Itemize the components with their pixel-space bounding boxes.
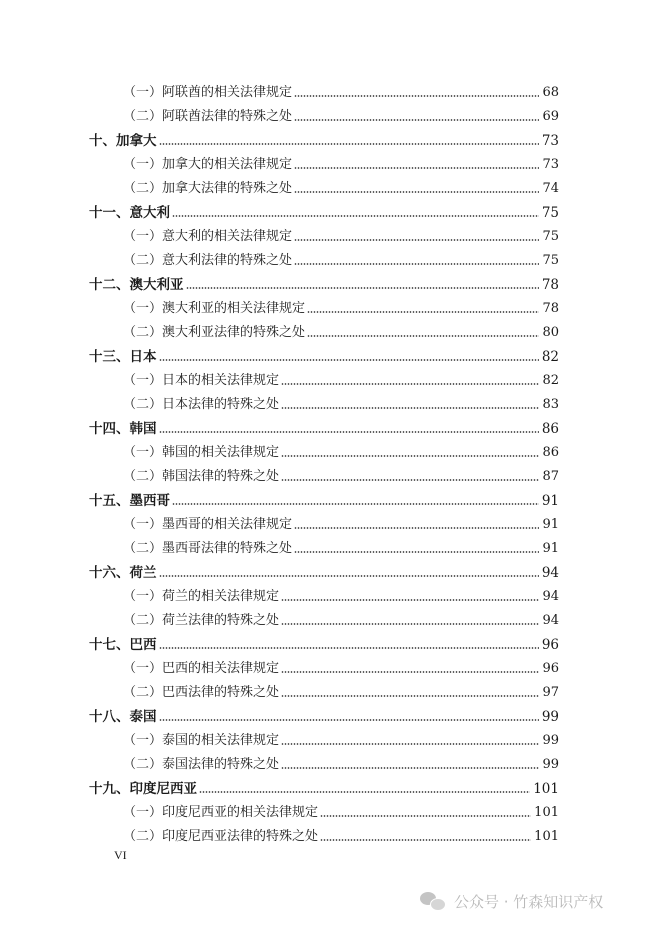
- toc-section-entry[interactable]: [89, 101, 559, 125]
- dot-leader: [281, 623, 539, 625]
- toc-entry-title: （二）印度尼西亚法律的特殊之处: [123, 829, 319, 844]
- dot-leader: [281, 671, 539, 673]
- wechat-icon: [420, 890, 448, 912]
- toc-entry-title: 十一、意大利: [89, 205, 170, 221]
- toc-entry-title: 十三、日本: [89, 349, 157, 365]
- toc-section-entry[interactable]: [89, 509, 559, 533]
- dot-leader: [281, 767, 539, 769]
- dot-leader: [281, 407, 539, 409]
- toc-section-entry[interactable]: [89, 245, 559, 269]
- toc-section-entry[interactable]: [89, 317, 559, 341]
- toc-entry-title: （二）巴西法律的特殊之处: [123, 685, 280, 700]
- toc-section-entry[interactable]: [89, 821, 559, 845]
- dot-leader: [294, 167, 539, 169]
- toc-entry-title: （一）墨西哥的相关法律规定: [123, 517, 293, 532]
- dot-leader: [186, 287, 539, 289]
- toc-chapter-entry[interactable]: [89, 125, 559, 149]
- toc-entry-title: （二）意大利法律的特殊之处: [123, 253, 293, 268]
- toc-entry-title: 十四、韩国: [89, 421, 157, 437]
- dot-leader: [281, 479, 539, 481]
- toc-entry-title: （一）意大利的相关法律规定: [123, 229, 293, 244]
- dot-leader: [159, 359, 539, 361]
- watermark: [420, 890, 603, 912]
- toc-entry-title: 十二、澳大利亚: [89, 277, 184, 293]
- toc-section-entry[interactable]: [89, 797, 559, 821]
- toc-entry-page: 78: [542, 301, 559, 316]
- toc-section-entry[interactable]: [89, 677, 559, 701]
- toc-chapter-entry[interactable]: [89, 701, 559, 725]
- toc-entry-page: 87: [542, 469, 559, 484]
- dot-leader: [307, 335, 539, 337]
- dot-leader: [281, 383, 539, 385]
- toc-entry-page: 91: [542, 517, 559, 532]
- toc-section-entry[interactable]: [89, 221, 559, 245]
- toc-entry-title: （一）阿联酋的相关法律规定: [123, 85, 293, 100]
- toc-entry-page: 94: [542, 589, 559, 604]
- dot-leader: [307, 311, 539, 313]
- toc-entry-title: （一）韩国的相关法律规定: [123, 445, 280, 460]
- toc-entry-title: 十、加拿大: [89, 133, 157, 149]
- toc-entry-page: 101: [534, 805, 559, 820]
- toc-entry-page: 101: [533, 781, 559, 797]
- toc-chapter-entry[interactable]: [89, 413, 559, 437]
- toc-section-entry[interactable]: [89, 533, 559, 557]
- toc-entry-title: （一）巴西的相关法律规定: [123, 661, 280, 676]
- toc-section-entry[interactable]: [89, 653, 559, 677]
- toc-entry-page: 73: [542, 157, 559, 172]
- toc-entry-page: 91: [542, 541, 559, 556]
- toc-entry-title: （二）加拿大法律的特殊之处: [123, 181, 293, 196]
- dot-leader: [159, 719, 539, 721]
- toc-entry-page: 86: [541, 421, 559, 437]
- dot-leader: [320, 839, 531, 841]
- dot-leader: [294, 527, 539, 529]
- toc-entry-title: （一）荷兰的相关法律规定: [123, 589, 280, 604]
- toc-section-entry[interactable]: [89, 77, 559, 101]
- dot-leader: [294, 551, 539, 553]
- toc-entry-page: 94: [542, 613, 559, 628]
- toc-section-entry[interactable]: [89, 461, 559, 485]
- toc-entry-title: （二）韩国法律的特殊之处: [123, 469, 280, 484]
- page-number: VI: [114, 848, 127, 862]
- toc-entry-page: 75: [542, 253, 559, 268]
- table-of-contents: [89, 77, 559, 845]
- toc-entry-page: 74: [542, 181, 559, 196]
- toc-entry-page: 99: [541, 709, 559, 725]
- toc-entry-page: 96: [542, 661, 559, 676]
- toc-entry-title: 十七、巴西: [89, 637, 157, 653]
- dot-leader: [159, 143, 539, 145]
- dot-leader: [294, 95, 539, 97]
- dot-leader: [281, 455, 539, 457]
- dot-leader: [172, 503, 539, 505]
- toc-entry-title: 十九、印度尼西亚: [89, 781, 197, 797]
- toc-entry-page: 96: [541, 637, 559, 653]
- dot-leader: [159, 647, 539, 649]
- toc-chapter-entry[interactable]: [89, 773, 559, 797]
- dot-leader: [294, 263, 539, 265]
- toc-entry-title: （一）泰国的相关法律规定: [123, 733, 280, 748]
- toc-entry-page: 94: [541, 565, 559, 581]
- dot-leader: [281, 695, 539, 697]
- toc-entry-page: 82: [542, 373, 559, 388]
- toc-entry-page: 75: [542, 229, 559, 244]
- toc-entry-title: 十六、荷兰: [89, 565, 157, 581]
- toc-entry-title: （二）荷兰法律的特殊之处: [123, 613, 280, 628]
- toc-entry-page: 83: [542, 397, 559, 412]
- toc-entry-page: 82: [541, 349, 559, 365]
- toc-chapter-entry[interactable]: [89, 197, 559, 221]
- dot-leader: [281, 599, 539, 601]
- toc-section-entry[interactable]: [89, 173, 559, 197]
- toc-entry-title: （二）泰国法律的特殊之处: [123, 757, 280, 772]
- toc-entry-page: 101: [534, 829, 559, 844]
- toc-entry-title: （一）澳大利亚的相关法律规定: [123, 301, 306, 316]
- dot-leader: [199, 791, 530, 793]
- toc-chapter-entry[interactable]: [89, 557, 559, 581]
- dot-leader: [172, 215, 539, 217]
- toc-entry-title: （一）加拿大的相关法律规定: [123, 157, 293, 172]
- toc-entry-page: 68: [542, 85, 559, 100]
- toc-section-entry[interactable]: [89, 749, 559, 773]
- toc-entry-page: 91: [541, 493, 559, 509]
- toc-section-entry[interactable]: [89, 149, 559, 173]
- dot-leader: [294, 119, 539, 121]
- toc-section-entry[interactable]: [89, 365, 559, 389]
- watermark-text: 公众号 · 竹森知识产权: [454, 892, 604, 911]
- toc-section-entry[interactable]: [89, 605, 559, 629]
- toc-chapter-entry[interactable]: [89, 629, 559, 653]
- toc-entry-title: （二）澳大利亚法律的特殊之处: [123, 325, 306, 340]
- toc-entry-page: 99: [542, 757, 559, 772]
- toc-entry-page: 86: [542, 445, 559, 460]
- dot-leader: [159, 431, 539, 433]
- toc-section-entry[interactable]: [89, 725, 559, 749]
- toc-entry-title: （二）墨西哥法律的特殊之处: [123, 541, 293, 556]
- toc-entry-page: 78: [541, 277, 559, 293]
- toc-section-entry[interactable]: [89, 581, 559, 605]
- toc-entry-title: （二）日本法律的特殊之处: [123, 397, 280, 412]
- toc-chapter-entry[interactable]: [89, 341, 559, 365]
- dot-leader: [159, 575, 539, 577]
- toc-section-entry[interactable]: [89, 437, 559, 461]
- toc-entry-page: 99: [542, 733, 559, 748]
- dot-leader: [294, 191, 539, 193]
- toc-chapter-entry[interactable]: [89, 485, 559, 509]
- dot-leader: [320, 815, 531, 817]
- toc-entry-title: （二）阿联酋法律的特殊之处: [123, 109, 293, 124]
- toc-section-entry[interactable]: [89, 389, 559, 413]
- toc-entry-page: 80: [542, 325, 559, 340]
- toc-entry-page: 73: [541, 133, 559, 149]
- dot-leader: [281, 743, 539, 745]
- dot-leader: [294, 239, 539, 241]
- toc-entry-page: 97: [542, 685, 559, 700]
- toc-entry-title: （一）印度尼西亚的相关法律规定: [123, 805, 319, 820]
- toc-entry-page: 75: [541, 205, 559, 221]
- toc-entry-title: （一）日本的相关法律规定: [123, 373, 280, 388]
- toc-entry-title: 十八、泰国: [89, 709, 157, 725]
- toc-chapter-entry[interactable]: [89, 269, 559, 293]
- toc-entry-page: 69: [542, 109, 559, 124]
- toc-entry-title: 十五、墨西哥: [89, 493, 170, 509]
- toc-section-entry[interactable]: [89, 293, 559, 317]
